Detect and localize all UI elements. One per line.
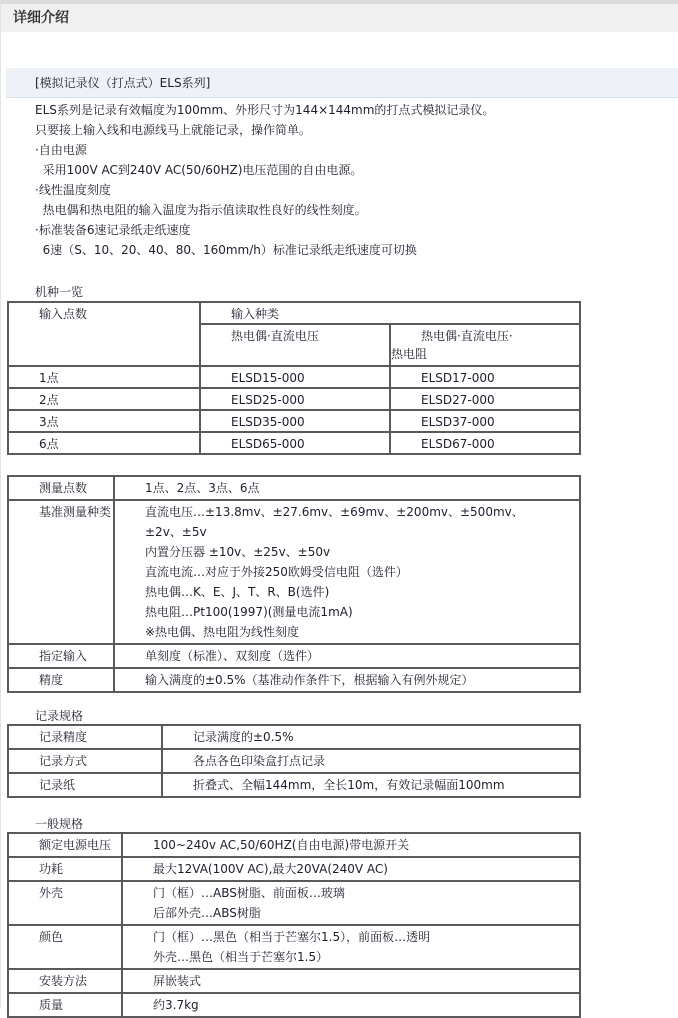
- page-title: 详细介绍: [1, 4, 678, 32]
- table-cell: 6点: [8, 432, 200, 454]
- table-row: [8, 476, 580, 500]
- table-row: [8, 432, 580, 454]
- row-value: [114, 476, 580, 500]
- value-line: 内置分压器 ±10v、±25v、±50v: [145, 545, 331, 559]
- table-cell: ELSD65-000: [200, 432, 390, 454]
- table-row: [8, 644, 580, 668]
- row-value: [162, 749, 580, 773]
- row-value: [122, 881, 580, 925]
- intro-line: ·标准装备6速记录纸走纸速度: [35, 223, 191, 237]
- table-row: [8, 410, 580, 432]
- row-value: [114, 668, 580, 692]
- intro-line: 只要接上输入线和电源线马上就能记录，操作简单。: [35, 123, 312, 137]
- table-row: [8, 668, 580, 692]
- row-key: 外壳: [8, 881, 122, 925]
- table-cell: ELSD27-000: [390, 388, 580, 410]
- header-cell: [390, 324, 580, 366]
- table-cell: 3点: [8, 410, 200, 432]
- intro-line: ·线性温度刻度: [35, 183, 111, 197]
- row-key: 精度: [8, 668, 114, 692]
- row-value: [122, 993, 580, 1017]
- table-row: [8, 993, 580, 1017]
- table-cell: ELSD37-000: [390, 410, 580, 432]
- row-value: [122, 969, 580, 993]
- row-value: [122, 925, 580, 969]
- value-line: 单刻度（标准）、双刻度（选件）: [145, 649, 320, 663]
- value-line: 直流电流…对应于外接250欧姆受信电阻（选件）: [145, 565, 408, 579]
- header-text: 热电阻: [391, 347, 428, 361]
- row-key: 指定输入: [8, 644, 114, 668]
- value-line: 热电阻…Pt100(1997)(测量电流1mA): [145, 605, 353, 619]
- intro-line: ELS系列是记录有效幅度为100mm、外形尺寸为144×144mm的打点式模拟记录仪。: [35, 103, 495, 117]
- intro-line: ·自由电源: [35, 143, 87, 157]
- row-key: 安装方法: [8, 969, 122, 993]
- value-line: ※热电偶、热电阻为线性刻度: [145, 625, 300, 639]
- row-key: 额定电源电压: [8, 833, 122, 857]
- table-cell: ELSD25-000: [200, 388, 390, 410]
- value-line: 100~240v AC,50/60HZ(自由电源)带电源开关: [153, 838, 410, 852]
- table-row: [8, 773, 580, 797]
- row-value: [114, 500, 580, 644]
- header-cell: 热电偶·直流电压: [200, 324, 390, 366]
- value-line: 各点各色印染盒打点记录: [193, 754, 326, 768]
- header-cell: 输入种类: [200, 302, 580, 324]
- value-line: 后部外壳…ABS树脂: [153, 906, 261, 920]
- table-cell: 2点: [8, 388, 200, 410]
- section-title: [模拟记录仪（打点式）ELS系列]: [6, 68, 678, 98]
- table-row: [8, 925, 580, 969]
- value-line: 约3.7kg: [153, 998, 199, 1012]
- table-cell: ELSD17-000: [390, 366, 580, 388]
- table-row: [8, 366, 580, 388]
- table-cell: ELSD67-000: [390, 432, 580, 454]
- table-cell: 1点: [8, 366, 200, 388]
- value-line: 直流电压…±13.8mv、±27.6mv、±69mv、±200mv、±500mv、: [145, 505, 524, 519]
- table-row: [8, 969, 580, 993]
- row-value: [162, 773, 580, 797]
- value-line: 记录满度的±0.5%: [193, 730, 294, 744]
- value-line: 门（框）…黑色（相当于芒塞尔1.5），前面板…透明: [153, 930, 431, 944]
- header-cell: 输入点数: [8, 302, 200, 366]
- row-value: [114, 644, 580, 668]
- general-table: [7, 832, 581, 1018]
- row-key: 功耗: [8, 857, 122, 881]
- header-text: 热电偶·直流电压·: [421, 329, 513, 343]
- table-cell: ELSD15-000: [200, 366, 390, 388]
- general-label: 一般规格: [35, 817, 84, 831]
- table-row: [8, 881, 580, 925]
- value-line: 屏嵌装式: [153, 974, 202, 988]
- row-value: [162, 725, 580, 749]
- record-table: [7, 724, 581, 798]
- table-row: [8, 833, 580, 857]
- row-value: [122, 857, 580, 881]
- record-label: 记录规格: [35, 709, 84, 723]
- value-line: 最大12VA(100V AC),最大20VA(240V AC): [153, 862, 388, 876]
- value-line: 1点、2点、3点、6点: [145, 481, 260, 495]
- measure-table: [7, 475, 581, 693]
- table-row: [8, 500, 580, 644]
- value-line: 外壳…黑色（相当于芒塞尔1.5）: [153, 950, 329, 964]
- value-line: 折叠式、全幅144mm，全长10m，有效记录幅面100mm: [193, 778, 505, 792]
- row-key: 质量: [8, 993, 122, 1017]
- value-line: 输入满度的±0.5%（基准动作条件下，根据输入有例外规定）: [145, 673, 474, 687]
- intro-line: 6速（S、10、20、40、80、160mm/h）标准记录纸走纸速度可切换: [35, 243, 417, 257]
- intro-line: 采用100V AC到240V AC(50/60HZ)电压范围的自由电源。: [35, 163, 363, 177]
- table-row: [8, 749, 580, 773]
- row-key: 颜色: [8, 925, 122, 969]
- table-cell: ELSD35-000: [200, 410, 390, 432]
- row-key: 测量点数: [8, 476, 114, 500]
- models-label: 机种一览: [35, 285, 84, 299]
- table-row: [8, 857, 580, 881]
- row-key: 记录方式: [8, 749, 162, 773]
- intro-line: 热电偶和热电阻的输入温度为指示值读取性良好的线性刻度。: [35, 203, 367, 217]
- row-value: [122, 833, 580, 857]
- models-table: [7, 301, 581, 455]
- value-line: 门（框）…ABS树脂、前面板…玻璃: [153, 886, 345, 900]
- table-row: [8, 388, 580, 410]
- row-key: 基准测量种类: [8, 500, 114, 644]
- value-line: ±2v、±5v: [145, 525, 207, 539]
- row-key: 记录精度: [8, 725, 162, 749]
- intro-text: [35, 100, 494, 260]
- value-line: 热电偶…K、E、J、T、R、B(选件): [145, 585, 330, 599]
- table-row: [8, 725, 580, 749]
- row-key: 记录纸: [8, 773, 162, 797]
